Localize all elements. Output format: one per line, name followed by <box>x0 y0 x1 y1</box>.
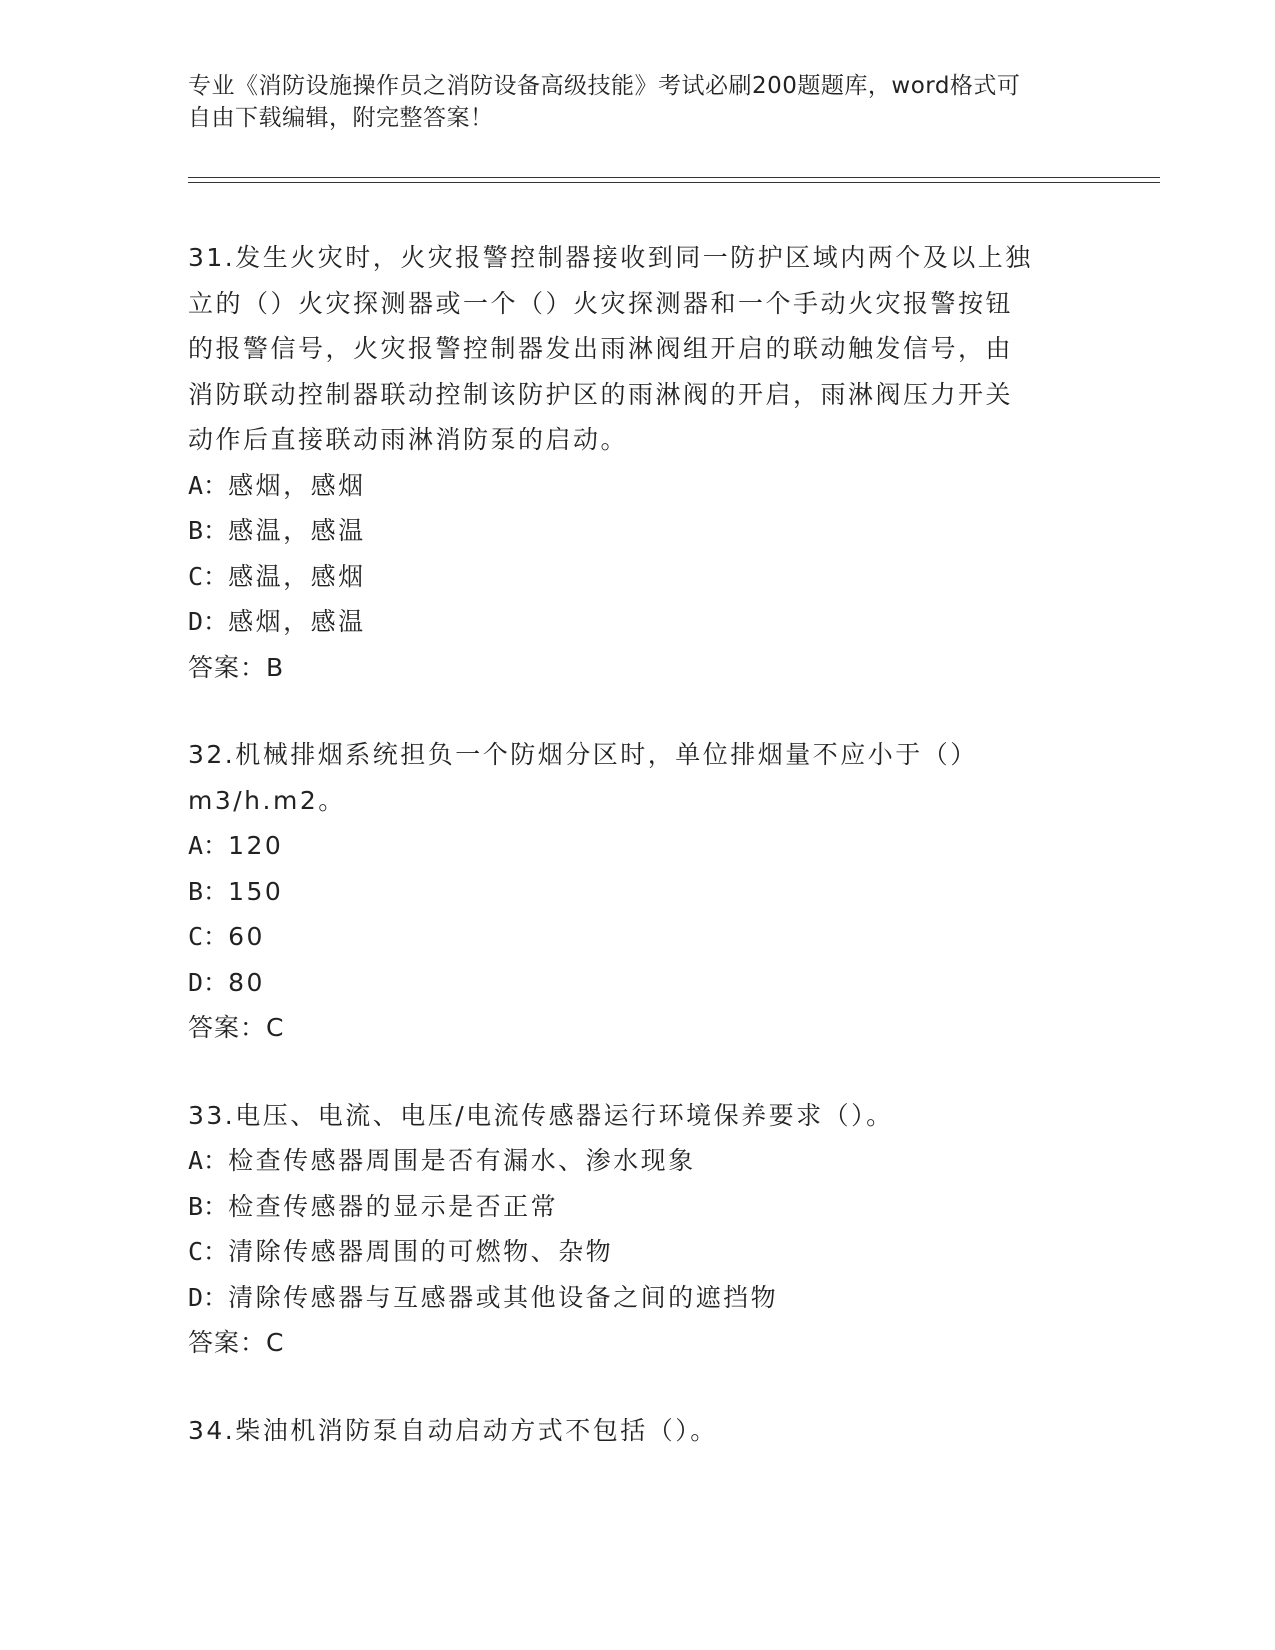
option-b <box>188 1184 1088 1230</box>
option-text: 清除传感器周围的可燃物、杂物 <box>228 1237 614 1266</box>
question-34 <box>188 1408 1088 1454</box>
option-letter: D： <box>188 967 229 997</box>
question-32 <box>188 732 1088 1051</box>
document-header <box>188 70 1068 134</box>
stem-line: 33.电压、电流、电压/电流传感器运行环境保养要求（）。 <box>188 1100 894 1130</box>
option-a <box>188 1138 1088 1184</box>
stem-line: 的报警信号，火灾报警控制器发出雨淋阀组开启的联动触发信号，由 <box>188 334 1014 363</box>
option-letter: A： <box>188 1146 229 1175</box>
option-letter: C： <box>188 922 229 951</box>
option-letter: A： <box>188 470 229 500</box>
option-d <box>188 1275 1088 1321</box>
stem-line: 31.发生火灾时，火灾报警控制器接收到同一防护区域内两个及以上独 <box>188 243 1033 272</box>
header-divider-top <box>188 177 1160 178</box>
option-b <box>188 869 1088 915</box>
option-letter: D： <box>188 1282 229 1312</box>
option-letter: D： <box>188 607 229 636</box>
question-stem <box>188 1408 1088 1454</box>
option-letter: C： <box>188 1237 229 1266</box>
stem-line: 消防联动控制器联动控制该防护区的雨淋阀的开启，雨淋阀压力开关 <box>188 379 1014 409</box>
option-d <box>188 960 1088 1006</box>
header-divider-bottom <box>188 182 1160 183</box>
question-stem <box>188 235 1088 463</box>
option-c <box>188 1229 1088 1275</box>
option-text: 检查传感器周围是否有漏水、渗水现象 <box>228 1146 696 1175</box>
question-stem <box>188 1093 1088 1139</box>
stem-line: 32.机械排烟系统担负一个防烟分区时，单位排烟量不应小于（） <box>188 740 978 769</box>
option-a <box>188 463 1088 509</box>
option-text: 检查传感器的显示是否正常 <box>228 1191 559 1221</box>
stem-line: 立的（）火灾探测器或一个（）火灾探测器和一个手动火灾报警按钮 <box>188 288 1014 318</box>
question-list <box>188 235 1088 1495</box>
option-letter: B： <box>188 1191 229 1221</box>
option-text: 150 <box>228 876 284 906</box>
question-33 <box>188 1093 1088 1366</box>
answer-line: 答案：C <box>188 1328 285 1357</box>
option-text: 感温，感温 <box>228 516 366 545</box>
option-letter: A： <box>188 831 229 860</box>
option-text: 60 <box>228 922 265 951</box>
option-text: 清除传感器与互感器或其他设备之间的遮挡物 <box>228 1282 779 1312</box>
option-text: 感烟，感烟 <box>228 470 366 500</box>
header-title-line-1: 专业《消防设施操作员之消防设备高级技能》考试必刷200题题库，word格式可 <box>188 73 1021 99</box>
option-b <box>188 508 1088 554</box>
question-31 <box>188 235 1088 690</box>
answer-line: 答案：B <box>188 652 285 682</box>
question-stem <box>188 732 1088 823</box>
option-a <box>188 823 1088 869</box>
stem-line: 34.柴油机消防泵自动启动方式不包括（）。 <box>188 1415 718 1445</box>
option-letter: B： <box>188 876 229 906</box>
option-d <box>188 599 1088 645</box>
stem-line: 动作后直接联动雨淋消防泵的启动。 <box>188 425 629 454</box>
option-c <box>188 554 1088 600</box>
header-title-line-2: 自由下载编辑，附完整答案！ <box>188 105 494 131</box>
option-text: 80 <box>228 967 265 997</box>
option-text: 感烟，感温 <box>228 607 366 636</box>
stem-line: m3/h.m2。 <box>188 785 346 815</box>
answer-line: 答案：C <box>188 1013 285 1042</box>
option-letter: C： <box>188 561 229 591</box>
option-c <box>188 914 1088 960</box>
option-text: 感温，感烟 <box>228 561 366 591</box>
option-text: 120 <box>228 831 284 860</box>
option-letter: B： <box>188 516 229 545</box>
